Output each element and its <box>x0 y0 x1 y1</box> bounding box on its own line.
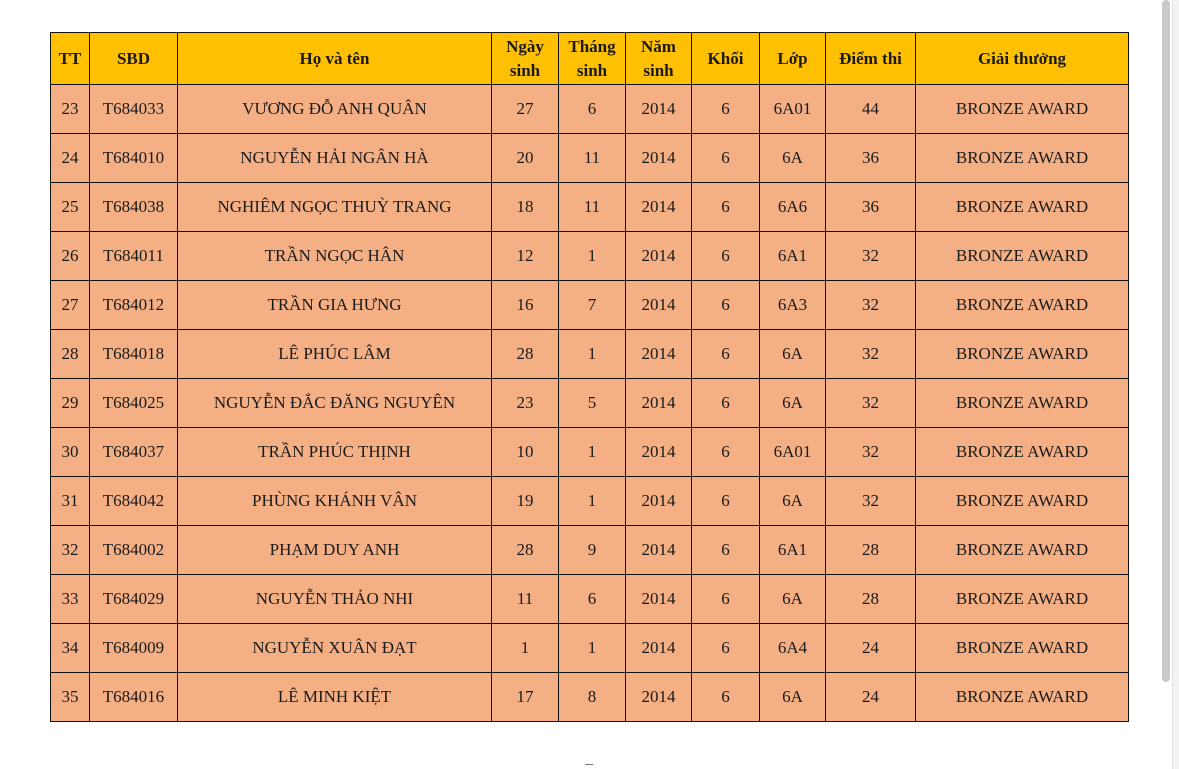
cell-grade: 6 <box>692 330 760 379</box>
cell-score: 28 <box>826 526 916 575</box>
cell-grade: 6 <box>692 379 760 428</box>
cell-sbd: T684010 <box>90 134 178 183</box>
table-row <box>51 134 1129 183</box>
cell-year: 2014 <box>626 477 692 526</box>
header-day-line1: Ngày <box>506 36 544 56</box>
cell-name: NGUYỄN XUÂN ĐẠT <box>178 624 492 673</box>
cell-grade: 6 <box>692 85 760 134</box>
cell-award: BRONZE AWARD <box>916 575 1129 624</box>
table-row <box>51 428 1129 477</box>
cell-month: 9 <box>559 526 626 575</box>
cell-month: 11 <box>559 183 626 232</box>
cell-award: BRONZE AWARD <box>916 526 1129 575</box>
table-row <box>51 232 1129 281</box>
cell-class: 6A3 <box>760 281 826 330</box>
cell-sbd: T684042 <box>90 477 178 526</box>
cell-score: 32 <box>826 428 916 477</box>
table-row <box>51 85 1129 134</box>
cell-year: 2014 <box>626 281 692 330</box>
header-row <box>51 33 1129 85</box>
cell-tt: 32 <box>51 526 90 575</box>
cell-score: 32 <box>826 477 916 526</box>
cell-class: 6A <box>760 673 826 722</box>
header-month <box>559 33 626 85</box>
cell-name: NGHIÊM NGỌC THUỲ TRANG <box>178 183 492 232</box>
cell-tt: 31 <box>51 477 90 526</box>
table-row <box>51 330 1129 379</box>
cell-sbd: T684011 <box>90 232 178 281</box>
cell-month: 6 <box>559 85 626 134</box>
cell-year: 2014 <box>626 624 692 673</box>
results-table <box>50 32 1129 722</box>
cell-grade: 6 <box>692 624 760 673</box>
cell-sbd: T684002 <box>90 526 178 575</box>
cell-tt: 33 <box>51 575 90 624</box>
header-class: Lớp <box>760 33 826 85</box>
table-row <box>51 477 1129 526</box>
cell-month: 1 <box>559 428 626 477</box>
table-row <box>51 183 1129 232</box>
cell-sbd: T684038 <box>90 183 178 232</box>
header-year-line1: Năm <box>641 36 676 56</box>
cell-month: 8 <box>559 673 626 722</box>
cell-day: 17 <box>492 673 559 722</box>
table-row <box>51 379 1129 428</box>
cell-month: 6 <box>559 575 626 624</box>
cell-award: BRONZE AWARD <box>916 673 1129 722</box>
cell-award: BRONZE AWARD <box>916 232 1129 281</box>
cell-score: 44 <box>826 85 916 134</box>
header-year-line2: sinh <box>643 60 674 80</box>
page-mark <box>585 764 593 768</box>
cell-month: 1 <box>559 232 626 281</box>
cell-day: 12 <box>492 232 559 281</box>
cell-grade: 6 <box>692 575 760 624</box>
cell-award: BRONZE AWARD <box>916 379 1129 428</box>
table-row <box>51 281 1129 330</box>
cell-tt: 29 <box>51 379 90 428</box>
cell-name: NGUYỄN HẢI NGÂN HÀ <box>178 134 492 183</box>
cell-tt: 28 <box>51 330 90 379</box>
cell-award: BRONZE AWARD <box>916 281 1129 330</box>
cell-day: 27 <box>492 85 559 134</box>
cell-tt: 26 <box>51 232 90 281</box>
cell-year: 2014 <box>626 526 692 575</box>
header-tt: TT <box>51 33 90 85</box>
table-row <box>51 673 1129 722</box>
cell-score: 32 <box>826 281 916 330</box>
cell-tt: 35 <box>51 673 90 722</box>
header-day <box>492 33 559 85</box>
cell-class: 6A <box>760 575 826 624</box>
header-award: Giải thưởng <box>916 33 1129 85</box>
cell-name: LÊ MINH KIỆT <box>178 673 492 722</box>
cell-year: 2014 <box>626 330 692 379</box>
header-day-line2: sinh <box>509 60 541 80</box>
cell-award: BRONZE AWARD <box>916 477 1129 526</box>
cell-award: BRONZE AWARD <box>916 428 1129 477</box>
scrollbar-thumb[interactable] <box>1162 0 1170 682</box>
cell-tt: 34 <box>51 624 90 673</box>
cell-tt: 27 <box>51 281 90 330</box>
header-year <box>626 33 692 85</box>
cell-grade: 6 <box>692 526 760 575</box>
table-row <box>51 526 1129 575</box>
cell-award: BRONZE AWARD <box>916 183 1129 232</box>
cell-grade: 6 <box>692 281 760 330</box>
cell-score: 28 <box>826 575 916 624</box>
cell-award: BRONZE AWARD <box>916 330 1129 379</box>
header-month-line1: Tháng <box>568 36 616 56</box>
table-row <box>51 624 1129 673</box>
cell-grade: 6 <box>692 673 760 722</box>
header-sbd: SBD <box>90 33 178 85</box>
cell-award: BRONZE AWARD <box>916 624 1129 673</box>
cell-sbd: T684029 <box>90 575 178 624</box>
cell-month: 1 <box>559 330 626 379</box>
cell-award: BRONZE AWARD <box>916 85 1129 134</box>
cell-class: 6A <box>760 379 826 428</box>
cell-name: TRẦN NGỌC HÂN <box>178 232 492 281</box>
cell-name: PHẠM DUY ANH <box>178 526 492 575</box>
cell-day: 28 <box>492 330 559 379</box>
cell-year: 2014 <box>626 232 692 281</box>
cell-sbd: T684025 <box>90 379 178 428</box>
cell-class: 6A1 <box>760 232 826 281</box>
cell-year: 2014 <box>626 379 692 428</box>
cell-class: 6A6 <box>760 183 826 232</box>
cell-year: 2014 <box>626 183 692 232</box>
cell-score: 24 <box>826 624 916 673</box>
cell-sbd: T684016 <box>90 673 178 722</box>
cell-day: 28 <box>492 526 559 575</box>
cell-class: 6A4 <box>760 624 826 673</box>
cell-name: NGUYỄN THẢO NHI <box>178 575 492 624</box>
cell-day: 10 <box>492 428 559 477</box>
cell-month: 1 <box>559 624 626 673</box>
header-score: Điểm thi <box>826 33 916 85</box>
table-body <box>51 85 1129 722</box>
cell-class: 6A01 <box>760 428 826 477</box>
cell-sbd: T684012 <box>90 281 178 330</box>
cell-score: 36 <box>826 134 916 183</box>
cell-grade: 6 <box>692 428 760 477</box>
cell-day: 19 <box>492 477 559 526</box>
cell-class: 6A1 <box>760 526 826 575</box>
header-month-line2: sinh <box>576 60 608 80</box>
cell-year: 2014 <box>626 575 692 624</box>
cell-score: 36 <box>826 183 916 232</box>
cell-sbd: T684037 <box>90 428 178 477</box>
cell-year: 2014 <box>626 85 692 134</box>
cell-month: 7 <box>559 281 626 330</box>
cell-name: TRẦN GIA HƯNG <box>178 281 492 330</box>
cell-grade: 6 <box>692 232 760 281</box>
cell-month: 5 <box>559 379 626 428</box>
cell-class: 6A <box>760 134 826 183</box>
cell-tt: 30 <box>51 428 90 477</box>
cell-name: TRẦN PHÚC THỊNH <box>178 428 492 477</box>
cell-grade: 6 <box>692 477 760 526</box>
cell-month: 1 <box>559 477 626 526</box>
cell-score: 24 <box>826 673 916 722</box>
cell-day: 23 <box>492 379 559 428</box>
cell-class: 6A <box>760 330 826 379</box>
cell-sbd: T684018 <box>90 330 178 379</box>
table-row <box>51 575 1129 624</box>
cell-tt: 25 <box>51 183 90 232</box>
cell-year: 2014 <box>626 428 692 477</box>
cell-year: 2014 <box>626 134 692 183</box>
cell-day: 16 <box>492 281 559 330</box>
cell-tt: 23 <box>51 85 90 134</box>
cell-name: LÊ PHÚC LÂM <box>178 330 492 379</box>
cell-class: 6A <box>760 477 826 526</box>
page-edge <box>1172 0 1179 769</box>
cell-score: 32 <box>826 330 916 379</box>
cell-name: VƯƠNG ĐỖ ANH QUÂN <box>178 85 492 134</box>
cell-tt: 24 <box>51 134 90 183</box>
cell-day: 1 <box>492 624 559 673</box>
cell-day: 18 <box>492 183 559 232</box>
cell-month: 11 <box>559 134 626 183</box>
cell-sbd: T684033 <box>90 85 178 134</box>
cell-name: NGUYỄN ĐẮC ĐĂNG NGUYÊN <box>178 379 492 428</box>
cell-name: PHÙNG KHÁNH VÂN <box>178 477 492 526</box>
cell-grade: 6 <box>692 183 760 232</box>
cell-award: BRONZE AWARD <box>916 134 1129 183</box>
cell-sbd: T684009 <box>90 624 178 673</box>
cell-year: 2014 <box>626 673 692 722</box>
table-header <box>51 33 1129 85</box>
cell-grade: 6 <box>692 134 760 183</box>
cell-score: 32 <box>826 379 916 428</box>
cell-day: 20 <box>492 134 559 183</box>
cell-score: 32 <box>826 232 916 281</box>
cell-class: 6A01 <box>760 85 826 134</box>
cell-day: 11 <box>492 575 559 624</box>
header-grade: Khối <box>692 33 760 85</box>
header-name: Họ và tên <box>178 33 492 85</box>
